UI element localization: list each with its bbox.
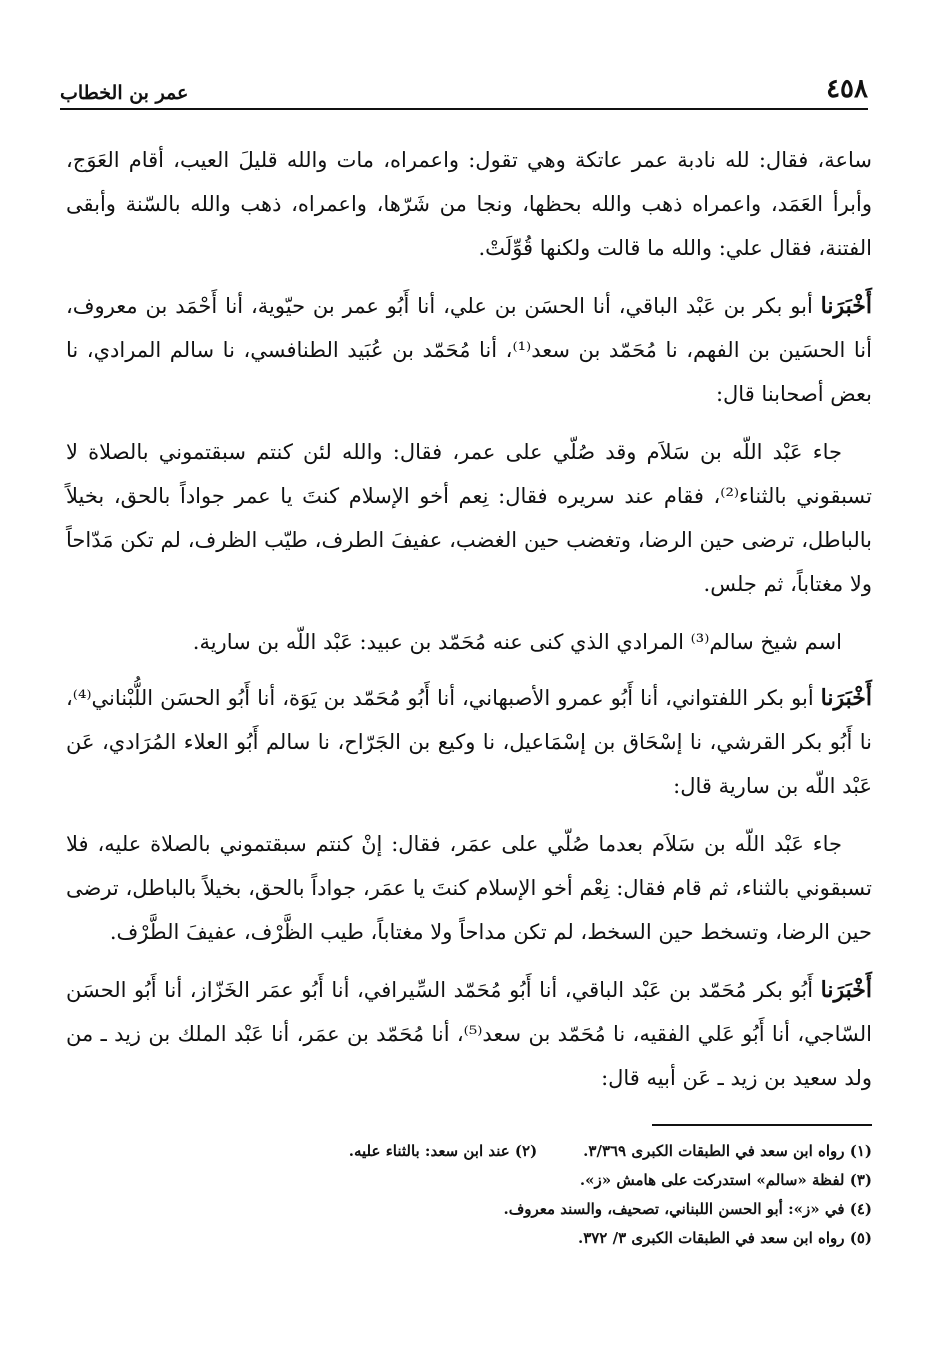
footnote-2: (٢) عند ابن سعد: بالثناء عليه. [348,1142,538,1160]
paragraph-5 [66,676,872,808]
footnote-5: (٥) رواه ابن سعد في الطبقات الكبرى ٣/ ٣٧٢. [577,1229,872,1247]
paragraph-1 [66,138,872,270]
isnad-lead: أَخْبَرَنا [820,977,872,1003]
page-number: ٤٥٨ [826,74,868,104]
paragraph-text: أَبُو بكر مُحَمّد بن عَبْد الباقي، أنا أَبُو مُحَمّد السِّيرافي، أنا أَبُو عمَر الخَزّاز، أنا أَبُو الحسَن السّاجي، أنا أَبُو عَلي الفقيه، نا مُحَمّد بن سعد⁽⁵⁾، أنا مُحَمّد بن عمَر، أنا عَبْد الملك بن زيد ـ من ولد سعيد بن زيد ـ عَن أبيه قال: [66,978,872,1090]
paragraph-2 [66,284,872,416]
footnote-row [66,1137,872,1166]
footnote-separator [652,1124,872,1126]
paragraph-3 [66,430,872,606]
paragraph-text: اسم شيخ سالم⁽³⁾ المرادي الذي كنى عنه مُحَمّد بن عبيد: عَبْد اللّه بن سارية. [192,630,842,654]
footnote-4: (٤) في «ز»: أبو الحسن اللبناني، تصحيف، والسند معروف. [503,1200,872,1218]
isnad-lead: أَخْبَرَنا [820,293,872,319]
paragraph-7 [66,968,872,1100]
paragraph-text: ساعة، فقال: لله نادبة عمر عاتكة وهي تقول: واعمراه، مات والله قليلَ العيب، أقام العَوَج، وأبرأ العَمَد، واعمراه ذهب والله بحظها، ونجا من شَرّها، واعمراه، ذهب والله بالسّنة وأبقى الفتنة، فقال علي: والله ما قالت ولكنها قُوِّلَتْ. [66,148,872,260]
paragraph-text: أبو بكر اللفتواني، أنا أَبُو عمرو الأصبهاني، أنا أَبُو مُحَمّد بن يَوَة، أنا أَبُو الحسَن اللُّبْناني⁽⁴⁾، نا أَبُو بكر القرشي، نا إسْحَاق بن إسْمَاعيل، نا وكيع بن الجَرّاح، نا سالم أَبُو العلاء المُرَادي، عَن عَبْد اللّه بن سارية قال: [66,686,872,798]
footnote-1: (١) رواه ابن سعد في الطبقات الكبرى ٣/٣٦٩. [583,1142,872,1160]
running-title: عمر بن الخطاب [60,82,189,104]
paragraph-text: أبو بكر بن عَبْد الباقي، أنا الحسَن بن علي، أنا أَبُو عمر بن حيّوية، أنا أَحْمَد بن معروف، أنا الحسَين بن الفهم، نا مُحَمّد بن سعد⁽¹⁾، أنا مُحَمّد بن عُبَيد الطنافسي، نا سالم المرادي، نا بعض أصحابنا قال: [66,294,872,406]
main-text [66,138,872,1114]
footnotes [66,1137,872,1253]
isnad-lead: أَخْبَرَنا [820,685,872,711]
page-header [60,72,868,110]
paragraph-4 [66,620,872,664]
footnote-3: (٣) لفظة «سالم» استدركت على هامش «ز». [579,1171,872,1189]
paragraph-6 [66,822,872,954]
paragraph-text: جاء عَبْد اللّه بن سَلاَم بعدما صُلّي على عمَر، فقال: إنْ كنتم سبقتموني بالصلاة عليه، فلا تسبقوني بالثناء، ثم قام فقال: نِعْم أخو الإسلام كنتَ يا عمَر، جواداً بالحق، بخيلاً بالباطل، ترضى حين الرضا، وتسخط حين السخط، لم تكن مداحاً ولا مغتاباً، طيب الظَّرْف، عفيفَ الطَّرْف. [66,832,872,944]
paragraph-text: جاء عَبْد اللّه بن سَلاَم وقد صُلّي على عمر، فقال: والله لئن كنتم سبقتموني بالصلاة لا تسبقوني بالثناء⁽²⁾، فقام عند سريره فقال: نِعم أخو الإسلام كنتَ يا عمر جواداً بالحق، بخيلاً بالباطل، ترضى حين الرضا، وتغضب حين الغضب، عفيفَ الطرف، طيّب الظرف، لم تكن مَدّاحاً ولا مغتاباً، ثم جلس. [66,440,872,596]
